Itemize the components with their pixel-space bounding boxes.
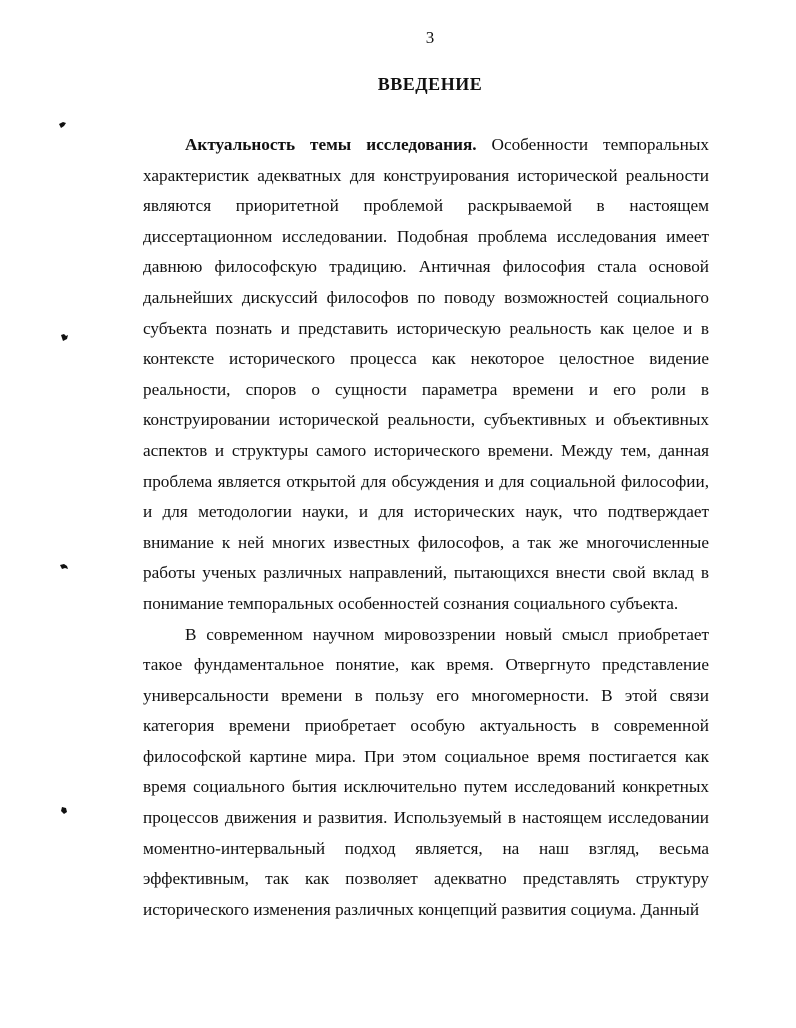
margin-mark-icon [59,563,67,571]
paragraph-lead: Актуальность темы исследования. [185,135,477,154]
paragraph-2 [143,620,709,926]
paragraph-1 [143,130,709,620]
margin-mark-icon [58,121,66,129]
body-text [143,130,709,925]
margin-mark-icon [60,806,68,814]
section-heading: ВВЕДЕНИЕ [377,74,483,94]
margin-mark-icon [60,333,68,341]
paragraph-text: Особенности темпоральных характеристик адекватных для конструирования исторической реальности являются приоритетной проблемой раскрываемой в настоящем диссертационном исследовании. Подобная проблема исследования имеет давнюю философскую традицию. Античная философия стала основой дальнейших дискуссий философов по поводу возможностей социального субъекта познать и представить историческую реальность как целое и в контексте исторического процесса как некоторое целостное видение реальности, споров о сущности параметра времени и его роли в конструировании исторической реальности, субъективных и объективных аспектов и структуры самого исторического времени. Между тем, данная проблема является открытой для обсуждения и для социальной философии, и для методологии науки, и для исторических наук, что подтверждает внимание к ней многих известных философов, а так же многочисленные работы ученых различных направлений, пытающихся внести свой вклад в понимание темпоральных особенностей сознания социального субъекта. [143,135,709,613]
paragraph-text: В современном научном мировоззрении новый смысл приобретает такое фундаментальное понятие, как время. Отвергнуто представление универсальности времени в пользу его многомерности. В этой связи категория времени приобретает особую актуальность в современной философской картине мира. При этом социальное время постигается как время социального бытия исключительно путем исследований конкретных процессов движения и развития. Используемый в настоящем исследовании моментно-интервальный подход является, на наш взгляд, весьма эффективным, так как позволяет адекватно представлять структуру исторического изменения различных концепций развития социума. Данный [143,624,709,919]
page-number: 3 [425,28,435,47]
